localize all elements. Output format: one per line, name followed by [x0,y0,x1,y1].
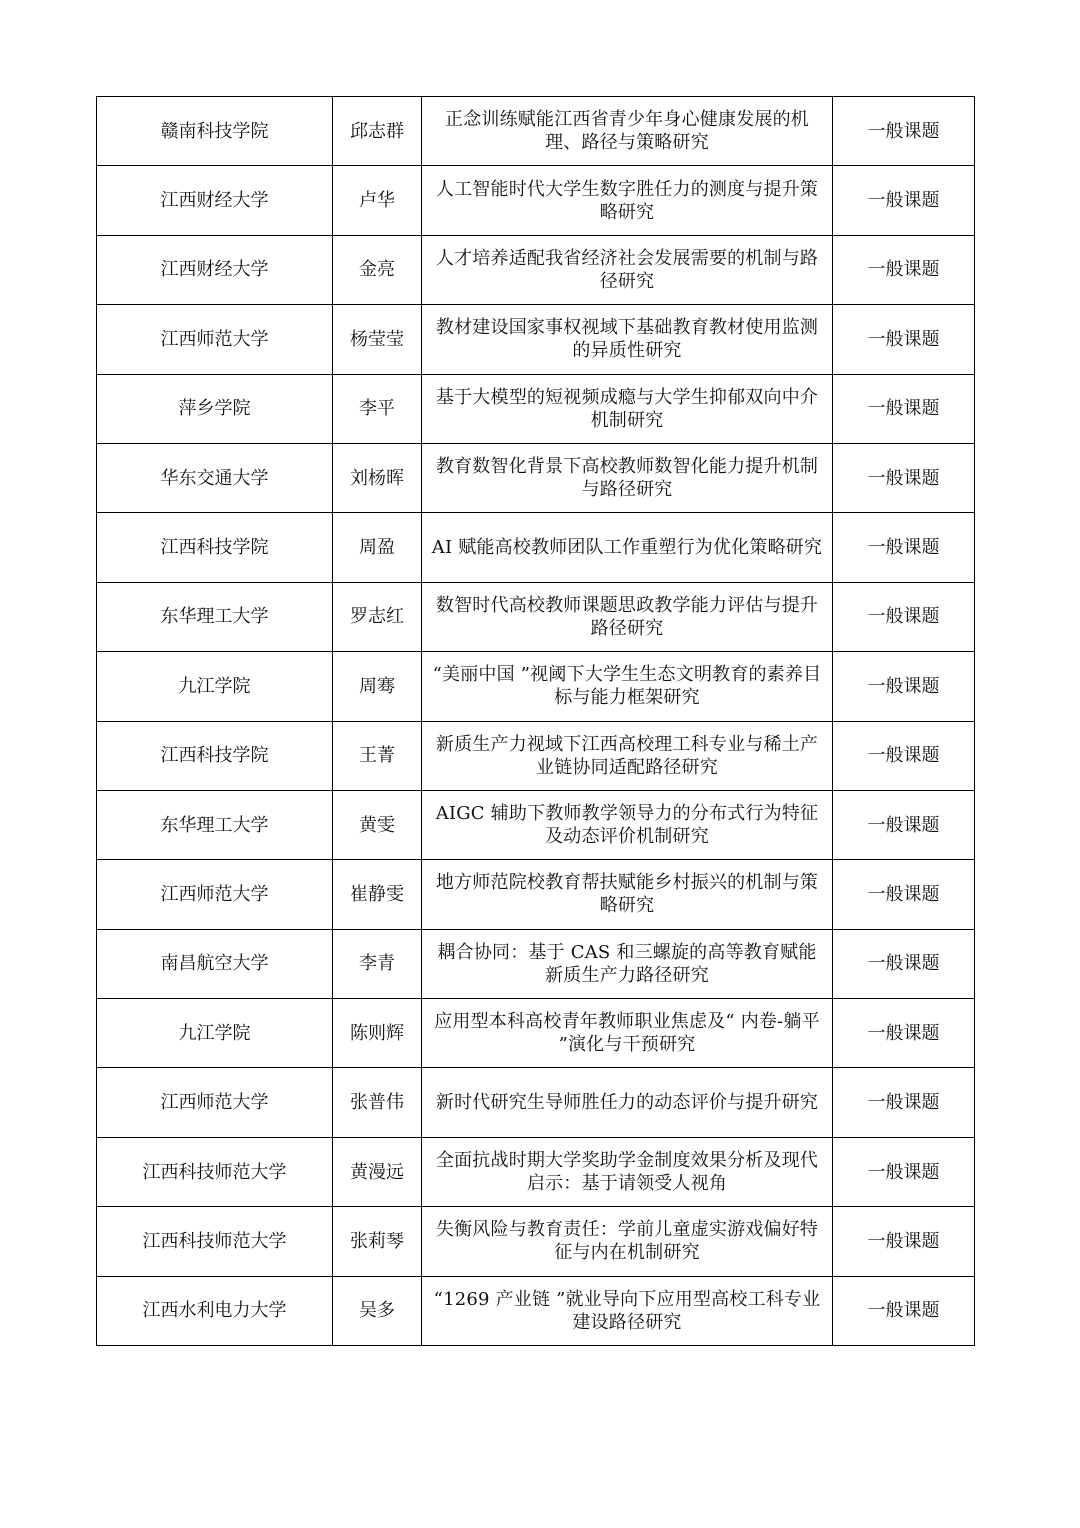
type-cell: 一般课题 [833,513,975,582]
unit-cell: 江西科技学院 [97,721,333,790]
table-body [97,97,975,1346]
topic-cell: 新质生产力视域下江西高校理工科专业与稀土产业链协同适配路径研究 [422,721,833,790]
table-row [97,721,975,790]
person-cell: 崔静雯 [333,860,422,929]
type-cell: 一般课题 [833,305,975,374]
type-cell: 一般课题 [833,1137,975,1206]
table-row [97,790,975,859]
unit-cell: 东华理工大学 [97,790,333,859]
unit-cell: 江西科技师范大学 [97,1137,333,1206]
person-cell: 杨莹莹 [333,305,422,374]
table-row [97,1276,975,1345]
table-row [97,1207,975,1276]
type-cell: 一般课题 [833,652,975,721]
table-row [97,513,975,582]
person-cell: 邱志群 [333,97,422,166]
person-cell: 王菁 [333,721,422,790]
person-cell: 金亮 [333,235,422,304]
type-cell: 一般课题 [833,1207,975,1276]
type-cell: 一般课题 [833,443,975,512]
unit-cell: 江西科技学院 [97,513,333,582]
unit-cell: 九江学院 [97,652,333,721]
person-cell: 张莉琴 [333,1207,422,1276]
table-row [97,652,975,721]
unit-cell: 江西师范大学 [97,1068,333,1137]
type-cell: 一般课题 [833,97,975,166]
table-row [97,235,975,304]
unit-cell: 江西科技师范大学 [97,1207,333,1276]
topic-cell: 教材建设国家事权视域下基础教育教材使用监测的异质性研究 [422,305,833,374]
person-cell: 罗志红 [333,582,422,651]
topic-cell: 教育数智化背景下高校教师数智化能力提升机制与路径研究 [422,443,833,512]
person-cell: 黄雯 [333,790,422,859]
unit-cell: 华东交通大学 [97,443,333,512]
unit-cell: 江西水利电力大学 [97,1276,333,1345]
type-cell: 一般课题 [833,374,975,443]
topic-cell: 新时代研究生导师胜任力的动态评价与提升研究 [422,1068,833,1137]
topic-cell: 应用型本科高校青年教师职业焦虑及“ 内卷-躺平 ”演化与干预研究 [422,999,833,1068]
unit-cell: 江西财经大学 [97,166,333,235]
topic-cell: “1269 产业链 ”就业导向下应用型高校工科专业建设路径研究 [422,1276,833,1345]
person-cell: 周骞 [333,652,422,721]
type-cell: 一般课题 [833,166,975,235]
table-row [97,1068,975,1137]
table-row [97,443,975,512]
topic-cell: 耦合协同：基于 CAS 和三螺旋的高等教育赋能新质生产力路径研究 [422,929,833,998]
type-cell: 一般课题 [833,1276,975,1345]
topic-cell: 人才培养适配我省经济社会发展需要的机制与路径研究 [422,235,833,304]
unit-cell: 九江学院 [97,999,333,1068]
topic-cell: 基于大模型的短视频成瘾与大学生抑郁双向中介机制研究 [422,374,833,443]
person-cell: 刘杨晖 [333,443,422,512]
type-cell: 一般课题 [833,721,975,790]
unit-cell: 赣南科技学院 [97,97,333,166]
topic-cell: 地方师范院校教育帮扶赋能乡村振兴的机制与策略研究 [422,860,833,929]
unit-cell: 南昌航空大学 [97,929,333,998]
table-row [97,860,975,929]
table-row [97,97,975,166]
topic-cell: 正念训练赋能江西省青少年身心健康发展的机理、路径与策略研究 [422,97,833,166]
type-cell: 一般课题 [833,235,975,304]
topic-cell: AI 赋能高校教师团队工作重塑行为优化策略研究 [422,513,833,582]
type-cell: 一般课题 [833,1068,975,1137]
person-cell: 李平 [333,374,422,443]
type-cell: 一般课题 [833,582,975,651]
type-cell: 一般课题 [833,860,975,929]
project-table [96,96,975,1346]
unit-cell: 江西师范大学 [97,860,333,929]
table-row [97,305,975,374]
topic-cell: 失衡风险与教育责任：学前儿童虚实游戏偏好特征与内在机制研究 [422,1207,833,1276]
unit-cell: 江西财经大学 [97,235,333,304]
topic-cell: “美丽中国 ”视阈下大学生生态文明教育的素养目标与能力框架研究 [422,652,833,721]
person-cell: 吴多 [333,1276,422,1345]
type-cell: 一般课题 [833,929,975,998]
table-row [97,929,975,998]
table-row [97,166,975,235]
unit-cell: 江西师范大学 [97,305,333,374]
topic-cell: 人工智能时代大学生数字胜任力的测度与提升策略研究 [422,166,833,235]
topic-cell: 全面抗战时期大学奖助学金制度效果分析及现代启示：基于请领受人视角 [422,1137,833,1206]
person-cell: 张普伟 [333,1068,422,1137]
table-row [97,374,975,443]
person-cell: 陈则辉 [333,999,422,1068]
topic-cell: 数智时代高校教师课题思政教学能力评估与提升路径研究 [422,582,833,651]
person-cell: 李青 [333,929,422,998]
unit-cell: 萍乡学院 [97,374,333,443]
topic-cell: AIGC 辅助下教师教学领导力的分布式行为特征及动态评价机制研究 [422,790,833,859]
table-row [97,582,975,651]
person-cell: 周盈 [333,513,422,582]
person-cell: 卢华 [333,166,422,235]
type-cell: 一般课题 [833,790,975,859]
type-cell: 一般课题 [833,999,975,1068]
table-row [97,999,975,1068]
table-row [97,1137,975,1206]
person-cell: 黄漫远 [333,1137,422,1206]
unit-cell: 东华理工大学 [97,582,333,651]
